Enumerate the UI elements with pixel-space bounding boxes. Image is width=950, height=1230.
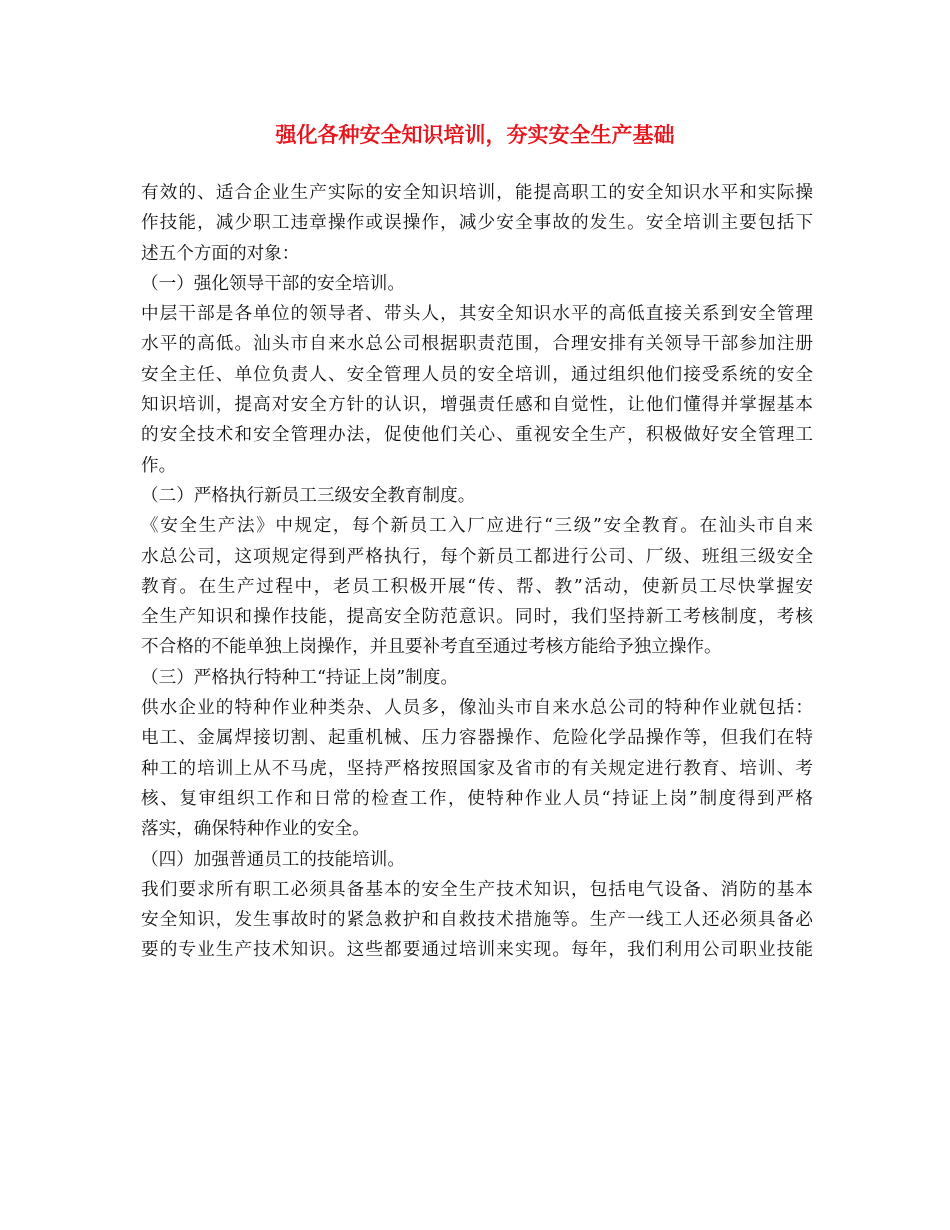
body-line: 作技能，减少职工违章操作或误操作，减少安全事故的发生。安全培训主要包括下 (141, 213, 813, 234)
body-line: 《安全生产法》中规定，每个新员工入厂应进行“三级”安全教育。在汕头市自来 (141, 516, 813, 537)
body-line: 电工、金属焊接切割、起重机械、压力容器操作、危险化学品操作等，但我们在特 (141, 728, 813, 749)
body-line: 核、复审组织工作和日常的检查工作，使特种作业人员“持证上岗”制度得到严格 (141, 788, 813, 809)
body-line: 知识培训，提高对安全方针的认识，增强责任感和自觉性，让他们懂得并掌握基本 (141, 395, 813, 416)
body-line: 中层干部是各单位的领导者、带头人，其安全知识水平的高低直接关系到安全管理 (141, 304, 813, 325)
body-line: 安全主任、单位负责人、安全管理人员的安全培训，通过组织他们接受系统的安全 (141, 364, 813, 385)
body-line: 述五个方面的对象： (141, 243, 300, 264)
body-line: 教育。在生产过程中，老员工积极开展“传、帮、教”活动，使新员工尽快掌握安 (141, 576, 813, 597)
body-line: 水总公司，这项规定得到严格执行，每个新员工都进行公司、厂级、班组三级安全 (141, 546, 813, 567)
body-line: 要的专业生产技术知识。这些都要通过培训来实现。每年，我们利用公司职业技能 (141, 940, 813, 961)
body-line: （二）严格执行新员工三级安全教育制度。 (141, 485, 476, 506)
body-line: 安全知识，发生事故时的紧急救护和自救技术措施等。生产一线工人还必须具备必 (141, 910, 813, 931)
body-line: 我们要求所有职工必须具备基本的安全生产技术知识，包括电气设备、消防的基本 (141, 879, 813, 900)
document-title: 强化各种安全知识培训，夯实安全生产基础 (275, 122, 675, 147)
body-line: 全生产知识和操作技能，提高安全防范意识。同时，我们坚持新工考核制度，考核 (141, 607, 813, 628)
body-line: 的安全技术和安全管理办法，促使他们关心、重视安全生产，积极做好安全管理工 (141, 425, 813, 446)
document-body (141, 178, 813, 966)
body-line: （一）强化领导干部的安全培训。 (141, 273, 405, 294)
body-line: （三）严格执行特种工“持证上岗”制度。 (141, 667, 459, 688)
body-line: （四）加强普通员工的技能培训。 (141, 849, 405, 870)
body-line: 落实，确保特种作业的安全。 (141, 819, 370, 840)
body-line: 不合格的不能单独上岗操作，并且要补考直至通过考核方能给予独立操作。 (141, 637, 722, 658)
body-line: 种工的培训上从不马虎，坚持严格按照国家及省市的有关规定进行教育、培训、考 (141, 758, 813, 779)
body-line: 作。 (141, 455, 177, 476)
body-line: 有效的、适合企业生产实际的安全知识培训，能提高职工的安全知识水平和实际操 (141, 183, 813, 203)
body-line: 供水企业的特种作业种类杂、人员多，像汕头市自来水总公司的特种作业就包括： (141, 698, 813, 719)
body-line: 水平的高低。汕头市自来水总公司根据职责范围，合理安排有关领导干部参加注册 (141, 334, 813, 355)
